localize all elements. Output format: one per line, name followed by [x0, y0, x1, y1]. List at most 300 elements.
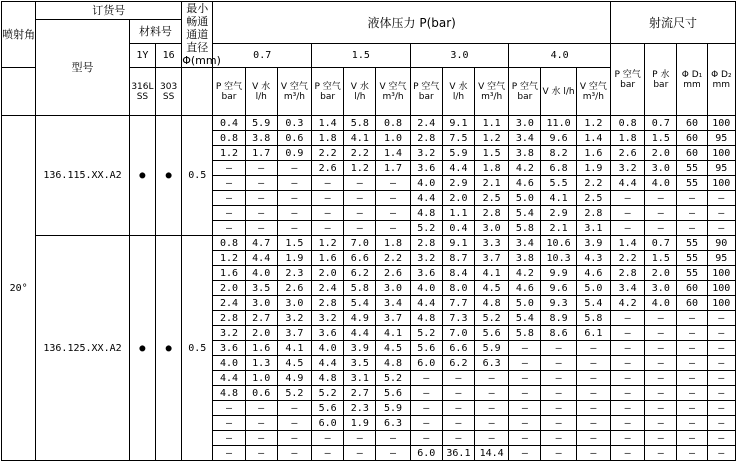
passage-value: 0.5 — [182, 236, 213, 461]
table-cell: – — [645, 371, 677, 386]
table-cell: 4.1 — [475, 266, 509, 281]
table-cell: 4.9 — [277, 371, 311, 386]
table-cell: 2.4 — [410, 116, 442, 131]
table-cell: – — [442, 401, 474, 416]
table-cell: 4.0 — [645, 296, 677, 311]
table-cell: 3.1 — [576, 221, 610, 236]
table-cell: – — [312, 176, 344, 191]
table-cell: – — [707, 431, 735, 446]
table-cell: – — [509, 386, 541, 401]
table-cell: – — [213, 416, 245, 431]
table-cell: – — [442, 371, 474, 386]
table-cell: 4.4 — [312, 356, 344, 371]
table-cell: 2.0 — [442, 191, 474, 206]
table-cell: 4.2 — [611, 296, 645, 311]
table-cell: – — [541, 356, 576, 371]
table-cell: – — [677, 326, 707, 341]
material-303: 303 SS — [156, 68, 182, 116]
table-cell: 5.9 — [475, 341, 509, 356]
table-cell: 4.2 — [509, 266, 541, 281]
table-cell: 3.0 — [645, 281, 677, 296]
table-cell: 55 — [677, 266, 707, 281]
jet-d2-header: Φ D₂ mm — [707, 44, 735, 116]
table-cell: 2.8 — [576, 206, 610, 221]
table-cell: 90 — [707, 236, 735, 251]
table-cell: 2.1 — [475, 176, 509, 191]
table-cell: – — [707, 311, 735, 326]
table-cell: 2.4 — [312, 281, 344, 296]
table-cell: 4.7 — [245, 236, 277, 251]
table-cell: – — [707, 341, 735, 356]
table-cell: 2.4 — [213, 296, 245, 311]
passage-spacer — [182, 68, 213, 116]
table-cell: 4.8 — [410, 311, 442, 326]
table-cell: – — [376, 206, 410, 221]
spray-angle-header: 喷射角 — [2, 2, 36, 68]
table-cell: – — [707, 386, 735, 401]
table-cell: – — [213, 431, 245, 446]
table-cell: – — [576, 356, 610, 371]
table-cell: – — [277, 431, 311, 446]
table-cell: 5.2 — [376, 371, 410, 386]
table-cell: – — [245, 416, 277, 431]
table-cell: – — [509, 371, 541, 386]
table-cell: 5.4 — [509, 206, 541, 221]
table-cell: 2.5 — [576, 191, 610, 206]
table-cell: 55 — [677, 176, 707, 191]
table-cell: – — [576, 371, 610, 386]
table-cell: – — [677, 386, 707, 401]
table-cell: – — [213, 176, 245, 191]
table-cell: – — [376, 431, 410, 446]
table-cell: 9.9 — [541, 266, 576, 281]
table-cell: 100 — [707, 266, 735, 281]
table-cell: 3.4 — [611, 281, 645, 296]
table-cell: 2.2 — [344, 146, 376, 161]
table-cell: 3.0 — [475, 221, 509, 236]
table-cell: – — [576, 401, 610, 416]
table-cell: – — [677, 221, 707, 236]
table-cell: 5.4 — [576, 296, 610, 311]
table-cell: – — [677, 341, 707, 356]
table-cell: 2.6 — [376, 266, 410, 281]
table-cell: 4.4 — [410, 296, 442, 311]
table-cell: 5.0 — [509, 296, 541, 311]
table-cell: 3.8 — [245, 131, 277, 146]
table-cell: – — [645, 386, 677, 401]
table-cell: 3.5 — [245, 281, 277, 296]
table-cell: 3.3 — [475, 236, 509, 251]
table-cell: – — [611, 221, 645, 236]
table-cell: 4.0 — [213, 356, 245, 371]
table-cell: – — [277, 446, 311, 461]
table-cell: – — [245, 206, 277, 221]
table-cell: 5.8 — [344, 116, 376, 131]
table-cell: 3.7 — [277, 326, 311, 341]
table-cell: 3.9 — [344, 341, 376, 356]
table-cell: – — [611, 416, 645, 431]
table-cell: 4.5 — [376, 341, 410, 356]
table-cell: 3.4 — [376, 296, 410, 311]
table-cell: 3.0 — [376, 281, 410, 296]
table-cell: 5.4 — [509, 311, 541, 326]
model-cell: 136.115.XX.A2 — [36, 116, 130, 236]
table-cell: 100 — [707, 116, 735, 131]
sub-v-water-2: V 水 l/h — [442, 68, 474, 116]
table-cell: – — [611, 431, 645, 446]
sub-v-air-2: V 空气 m³/h — [475, 68, 509, 116]
table-cell: – — [645, 341, 677, 356]
table-cell: 100 — [707, 296, 735, 311]
table-cell: 1.9 — [344, 416, 376, 431]
table-cell: – — [410, 431, 442, 446]
table-cell: 6.0 — [410, 356, 442, 371]
table-cell: 2.2 — [611, 251, 645, 266]
table-cell: 7.3 — [442, 311, 474, 326]
table-cell: – — [707, 416, 735, 431]
table-cell: 60 — [677, 116, 707, 131]
sub-p-air-0: P 空气 bar — [213, 68, 245, 116]
table-cell: 0.8 — [213, 236, 245, 251]
table-cell: 100 — [707, 146, 735, 161]
table-cell: – — [611, 311, 645, 326]
table-cell: 5.4 — [344, 296, 376, 311]
table-cell: 3.7 — [475, 251, 509, 266]
table-cell: 2.7 — [344, 386, 376, 401]
table-cell: – — [312, 431, 344, 446]
table-cell: 4.6 — [509, 176, 541, 191]
table-cell: – — [245, 446, 277, 461]
table-cell: – — [677, 431, 707, 446]
table-cell: 4.2 — [509, 161, 541, 176]
table-cell: – — [611, 326, 645, 341]
table-cell: – — [509, 416, 541, 431]
table-cell: – — [277, 416, 311, 431]
table-cell: 1.5 — [277, 236, 311, 251]
table-cell: – — [677, 206, 707, 221]
table-cell: 60 — [677, 146, 707, 161]
table-cell: – — [442, 416, 474, 431]
table-cell: 0.4 — [213, 116, 245, 131]
table-cell: – — [645, 401, 677, 416]
table-cell: 3.2 — [277, 311, 311, 326]
table-cell: 4.8 — [376, 356, 410, 371]
table-cell: 2.8 — [213, 311, 245, 326]
table-cell: 3.2 — [410, 251, 442, 266]
table-cell: 2.6 — [312, 161, 344, 176]
table-cell: – — [475, 431, 509, 446]
table-cell: – — [707, 356, 735, 371]
table-cell: – — [611, 356, 645, 371]
table-row — [2, 116, 736, 131]
table-cell: – — [576, 416, 610, 431]
table-cell: 2.9 — [442, 176, 474, 191]
table-cell: 1.4 — [312, 116, 344, 131]
table-cell: 0.7 — [645, 236, 677, 251]
table-cell: 0.8 — [213, 131, 245, 146]
table-cell: 95 — [707, 161, 735, 176]
table-cell: – — [707, 191, 735, 206]
table-cell: – — [645, 356, 677, 371]
table-cell: 60 — [677, 281, 707, 296]
table-cell: 2.2 — [312, 146, 344, 161]
table-cell: 100 — [707, 176, 735, 191]
table-cell: 1.4 — [611, 236, 645, 251]
table-cell: – — [541, 416, 576, 431]
table-cell: 1.6 — [312, 251, 344, 266]
table-cell: 8.2 — [541, 146, 576, 161]
table-cell: – — [376, 191, 410, 206]
table-cell: 8.9 — [541, 311, 576, 326]
min-passage-header: 最小畅通通道直径Φ(mm) — [182, 2, 221, 67]
table-cell: 6.3 — [376, 416, 410, 431]
passage-value: 0.5 — [182, 116, 213, 236]
material-16: 16 — [156, 44, 182, 68]
table-cell: 4.0 — [410, 176, 442, 191]
table-cell: – — [245, 221, 277, 236]
table-cell: 3.4 — [509, 131, 541, 146]
table-cell: – — [475, 416, 509, 431]
table-cell: 6.1 — [576, 326, 610, 341]
table-cell: – — [645, 416, 677, 431]
sub-v-water-3: V 水 l/h — [541, 68, 576, 116]
table-cell: – — [677, 371, 707, 386]
jet-d1-header: Φ D₁ mm — [677, 44, 707, 116]
table-cell: 1.2 — [344, 161, 376, 176]
table-cell: – — [677, 401, 707, 416]
table-cell: 2.2 — [376, 251, 410, 266]
table-cell: – — [312, 191, 344, 206]
material-16-dot: ● — [156, 236, 182, 461]
model-header: 型号 — [36, 20, 130, 116]
table-cell: 1.5 — [645, 131, 677, 146]
table-cell: 5.2 — [410, 221, 442, 236]
spray-angle-spacer — [2, 68, 36, 116]
table-cell: – — [410, 416, 442, 431]
table-cell: 4.8 — [213, 386, 245, 401]
table-cell: 0.4 — [442, 221, 474, 236]
table-cell: 1.6 — [576, 146, 610, 161]
table-cell: 1.5 — [645, 251, 677, 266]
jet-size-header: 射流尺寸 — [611, 2, 736, 44]
liquid-pressure-header: 液体压力 P(bar) — [213, 2, 611, 44]
table-cell: 4.0 — [410, 281, 442, 296]
table-cell: – — [475, 371, 509, 386]
table-cell: 3.0 — [509, 116, 541, 131]
sub-p-air-1: P 空气 bar — [312, 68, 344, 116]
table-cell: 6.0 — [410, 446, 442, 461]
table-cell: 5.8 — [509, 221, 541, 236]
table-cell: 5.8 — [344, 281, 376, 296]
table-cell: 3.7 — [376, 311, 410, 326]
table-cell: 8.0 — [442, 281, 474, 296]
table-cell: – — [312, 446, 344, 461]
table-cell: – — [707, 206, 735, 221]
sub-v-water-1: V 水 l/h — [344, 68, 376, 116]
sub-v-air-0: V 空气 m³/h — [277, 68, 311, 116]
table-cell: 3.0 — [277, 296, 311, 311]
table-cell: – — [277, 191, 311, 206]
material-1y-dot: ● — [129, 236, 155, 461]
table-cell: – — [611, 371, 645, 386]
table-cell: – — [475, 386, 509, 401]
table-cell: 8.6 — [541, 326, 576, 341]
table-cell: – — [410, 371, 442, 386]
table-cell: 2.2 — [576, 176, 610, 191]
table-cell: 4.1 — [541, 191, 576, 206]
table-cell: 0.3 — [277, 116, 311, 131]
nozzle-spec-table — [1, 1, 736, 461]
table-cell: – — [707, 326, 735, 341]
sub-p-air-3: P 空气 bar — [509, 68, 541, 116]
model-cell: 136.125.XX.A2 — [36, 236, 130, 461]
table-cell: – — [576, 341, 610, 356]
table-cell: – — [277, 176, 311, 191]
table-cell: 4.8 — [312, 371, 344, 386]
table-cell: 3.4 — [509, 236, 541, 251]
table-cell: – — [509, 356, 541, 371]
table-cell: 5.0 — [576, 281, 610, 296]
table-cell: 5.6 — [312, 401, 344, 416]
table-cell: 3.2 — [312, 311, 344, 326]
table-cell: 1.2 — [312, 236, 344, 251]
table-cell: 4.4 — [442, 161, 474, 176]
table-cell: 2.0 — [645, 266, 677, 281]
table-cell: – — [410, 401, 442, 416]
sub-p-air-2: P 空气 bar — [410, 68, 442, 116]
table-cell: 5.5 — [541, 176, 576, 191]
table-cell: 2.8 — [312, 296, 344, 311]
table-cell: – — [576, 386, 610, 401]
table-cell: 3.6 — [213, 341, 245, 356]
table-cell: 3.8 — [509, 146, 541, 161]
table-cell: 5.0 — [509, 191, 541, 206]
table-cell: – — [509, 431, 541, 446]
table-cell: 2.7 — [245, 311, 277, 326]
table-cell: 4.0 — [245, 266, 277, 281]
table-cell: 2.0 — [245, 326, 277, 341]
table-cell: 36.1 — [442, 446, 474, 461]
table-cell: – — [344, 431, 376, 446]
table-cell: – — [344, 206, 376, 221]
table-cell: 9.6 — [541, 281, 576, 296]
material-header: 材料号 — [129, 20, 181, 44]
table-cell: 60 — [677, 296, 707, 311]
table-cell: 4.3 — [576, 251, 610, 266]
table-cell: – — [213, 206, 245, 221]
table-cell: 9.3 — [541, 296, 576, 311]
table-cell: 9.1 — [442, 236, 474, 251]
table-cell: 4.8 — [410, 206, 442, 221]
table-cell: – — [576, 446, 610, 461]
table-cell: 7.0 — [344, 236, 376, 251]
table-cell: – — [509, 341, 541, 356]
table-cell: 100 — [707, 281, 735, 296]
table-cell: – — [611, 386, 645, 401]
table-cell: – — [677, 446, 707, 461]
table-cell: – — [645, 221, 677, 236]
table-cell: – — [213, 401, 245, 416]
material-316l: 316L SS — [129, 68, 155, 116]
table-cell: – — [645, 206, 677, 221]
table-cell: 10.3 — [541, 251, 576, 266]
table-cell: 1.4 — [576, 131, 610, 146]
table-cell: – — [677, 311, 707, 326]
table-cell: 4.1 — [376, 326, 410, 341]
table-cell: 6.8 — [541, 161, 576, 176]
table-cell: 5.6 — [410, 341, 442, 356]
table-cell: – — [213, 446, 245, 461]
table-cell: 5.2 — [312, 386, 344, 401]
table-cell: – — [245, 191, 277, 206]
table-cell: – — [707, 221, 735, 236]
table-cell: – — [245, 161, 277, 176]
table-cell: – — [509, 401, 541, 416]
table-cell: 1.2 — [213, 251, 245, 266]
pressure-4-0: 4.0 — [509, 44, 611, 68]
table-cell: 1.8 — [376, 236, 410, 251]
table-cell: 2.8 — [410, 236, 442, 251]
table-cell: 2.8 — [475, 206, 509, 221]
jet-p-air-header: P 空气 bar — [611, 44, 645, 116]
table-cell: – — [245, 431, 277, 446]
table-cell: 95 — [707, 251, 735, 266]
table-cell: 1.5 — [475, 146, 509, 161]
table-cell: – — [611, 446, 645, 461]
table-cell: – — [213, 221, 245, 236]
table-cell: – — [245, 176, 277, 191]
sub-v-water-0: V 水 l/h — [245, 68, 277, 116]
table-cell: 6.3 — [475, 356, 509, 371]
table-cell: 2.5 — [475, 191, 509, 206]
table-cell: – — [611, 191, 645, 206]
table-cell: 6.6 — [442, 341, 474, 356]
table-cell: 0.6 — [277, 131, 311, 146]
material-1y: 1Y — [129, 44, 155, 68]
table-cell: – — [677, 191, 707, 206]
table-cell: 3.2 — [410, 146, 442, 161]
table-cell: 1.1 — [475, 116, 509, 131]
table-cell: – — [213, 191, 245, 206]
table-cell: 9.6 — [541, 131, 576, 146]
table-cell: 6.6 — [344, 251, 376, 266]
table-cell: 4.9 — [344, 311, 376, 326]
table-cell: 1.9 — [277, 251, 311, 266]
spray-angle-value: 20° — [2, 116, 36, 461]
table-cell: – — [645, 446, 677, 461]
table-cell: 2.6 — [277, 281, 311, 296]
table-cell: – — [312, 206, 344, 221]
table-cell: 3.0 — [245, 296, 277, 311]
table-cell: 2.0 — [213, 281, 245, 296]
table-cell: 6.0 — [312, 416, 344, 431]
table-cell: – — [707, 371, 735, 386]
table-cell: – — [707, 446, 735, 461]
table-cell: 3.2 — [611, 161, 645, 176]
table-cell: 55 — [677, 236, 707, 251]
table-cell: – — [677, 416, 707, 431]
table-cell: 55 — [677, 161, 707, 176]
table-cell: 4.1 — [277, 341, 311, 356]
table-cell: 5.9 — [245, 116, 277, 131]
table-cell: – — [541, 431, 576, 446]
table-cell: 0.8 — [376, 116, 410, 131]
table-cell: 3.9 — [576, 236, 610, 251]
table-cell: 11.0 — [541, 116, 576, 131]
pressure-1-5: 1.5 — [312, 44, 411, 68]
table-cell: 0.9 — [277, 146, 311, 161]
table-cell: 2.8 — [611, 266, 645, 281]
